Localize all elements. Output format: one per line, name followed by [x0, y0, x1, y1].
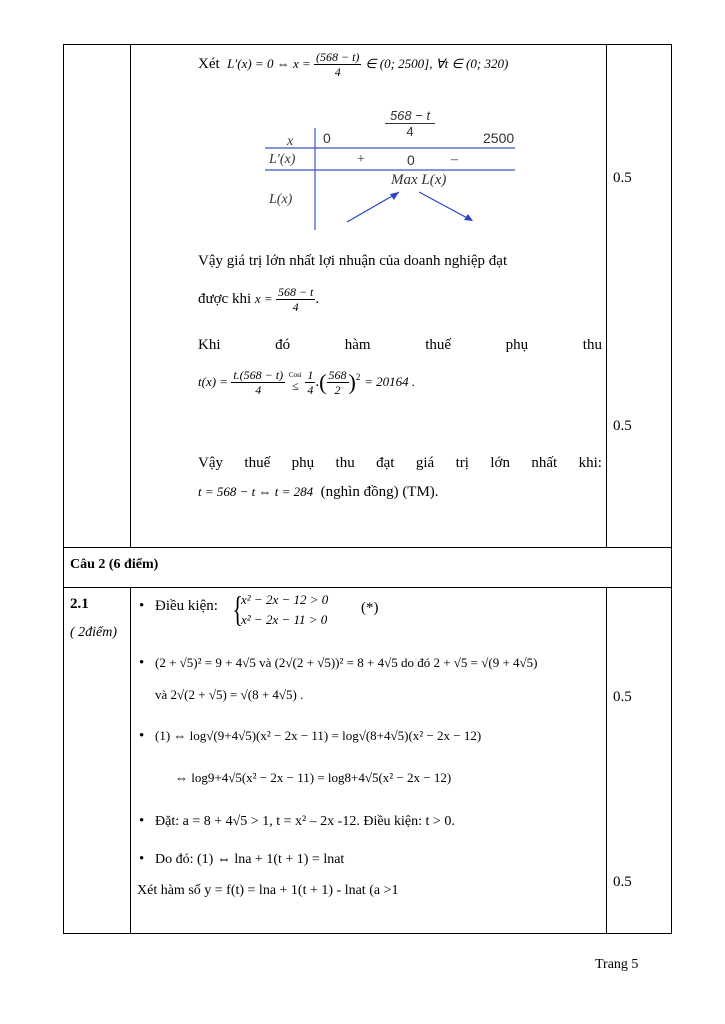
subsection-label-2-1: 2.1	[70, 596, 89, 612]
variation-plus-sign: +	[357, 152, 365, 167]
table-col-divider-1	[130, 44, 131, 548]
variation-table	[265, 108, 525, 230]
table-bottom-border	[63, 933, 672, 934]
sqrt-identities-line2: và 2√(2 + √5) = √(8 + 4√5) .	[155, 687, 304, 702]
table-row-divider-1	[63, 547, 672, 548]
bullet-condition: • Điều kiện:	[155, 598, 218, 615]
conclusion-profit-line2: được khi x = $\frac{568 - t}{4}$ .	[198, 285, 320, 314]
score-0-5-c: 0.5	[613, 689, 632, 705]
variation-row-x-label: x	[287, 134, 294, 149]
score-0-5-b: 0.5	[613, 418, 632, 434]
bullet-substitution: • Đặt: a = 8 + 4√5 > 1, t = x² – 2x -12. Điều kiện: t > 0.	[155, 813, 455, 830]
subsection-points: ( 2điểm)	[70, 625, 118, 640]
fraction-tax: $\frac{t.(568 - t)}{4}$	[233, 368, 284, 397]
section-title-cau-2: Câu 2 (6 điểm)	[70, 557, 159, 572]
variation-row-func-label: L(x)	[269, 192, 293, 207]
table-col-divider-2b	[606, 587, 607, 933]
log-equation-line2: ⇔ log9+4√5(x² − 2x − 11) = log8+4√5(x² − 2x − 12)	[175, 770, 452, 785]
function-study: Xét hàm số y = f(t) = lna + 1(t + 1) - lnat (a >1	[137, 883, 399, 898]
conclusion-profit-line1: Vậy giá trị lớn nhất lợi nhuận của doanh nghiệp đạt	[198, 253, 508, 269]
variation-minus-sign: –	[451, 152, 458, 167]
tax-function-intro: Khi đó hàm thuế phụ thu	[198, 337, 602, 353]
tax-function-formula: t(x) = $\frac{t.(568 - t)}{4}$ Cosi ≤ $\frac{1}{4}$ .( $\frac{568}{2}$ )$^2$ = 20164 .	[198, 368, 416, 397]
variation-x-end: 2500	[483, 130, 515, 146]
table-border-left	[63, 44, 64, 933]
fraction-conclusion: $\frac{568 - t}{4}$	[277, 285, 314, 314]
variation-table-lines	[265, 108, 525, 230]
table-row-divider-2	[63, 587, 672, 588]
score-0-5-a: 0.5	[613, 170, 632, 186]
variation-zero: 0	[407, 152, 415, 168]
variation-x-start: 0	[323, 130, 331, 146]
conclusion-tax-line2: t = 568 − t ⇔ t = 284 (nghìn đồng) (TM).	[198, 484, 439, 500]
variation-table-top-fraction: 568 − t 4	[385, 108, 435, 139]
bullet-sqrt-identities: • (2 + √5)² = 9 + 4√5 và (2√(2 + √5))² = 8 + 4√5 do đó 2 + √5 = √(9 + 4√5)	[155, 655, 538, 672]
table-border-right	[671, 44, 672, 933]
variation-max-label: Max L(x)	[391, 172, 447, 188]
page-number: Trang 5	[595, 957, 639, 972]
bullet-log-equation: • (1) ⇔ log√(9+4√5)(x² − 2x − 11) = log√(8+4√5)(x² − 2x − 12)	[155, 728, 481, 745]
bullet-consequence: • Do đó: (1) ⇔ lna + 1(t + 1) = lnat	[155, 851, 344, 868]
table-top-border	[63, 44, 672, 45]
fraction-568-t-over-4: $\frac{(568 - t)}{4}$	[316, 50, 360, 79]
table-col-divider-1b	[130, 587, 131, 933]
score-0-5-d: 0.5	[613, 874, 632, 890]
variation-row-deriv-label: L′(x)	[269, 152, 296, 167]
derivative-condition: Xét L′(x) = 0 ⇔ x = $\frac{(568 - t)}{4}$ ∈ (0; 2500], ∀t ∈ (0; 320)	[198, 50, 509, 79]
conclusion-tax-line1: Vậy thuế phụ thu đạt giá trị lớn nhất khi:	[198, 455, 602, 471]
table-col-divider-2	[606, 44, 607, 548]
